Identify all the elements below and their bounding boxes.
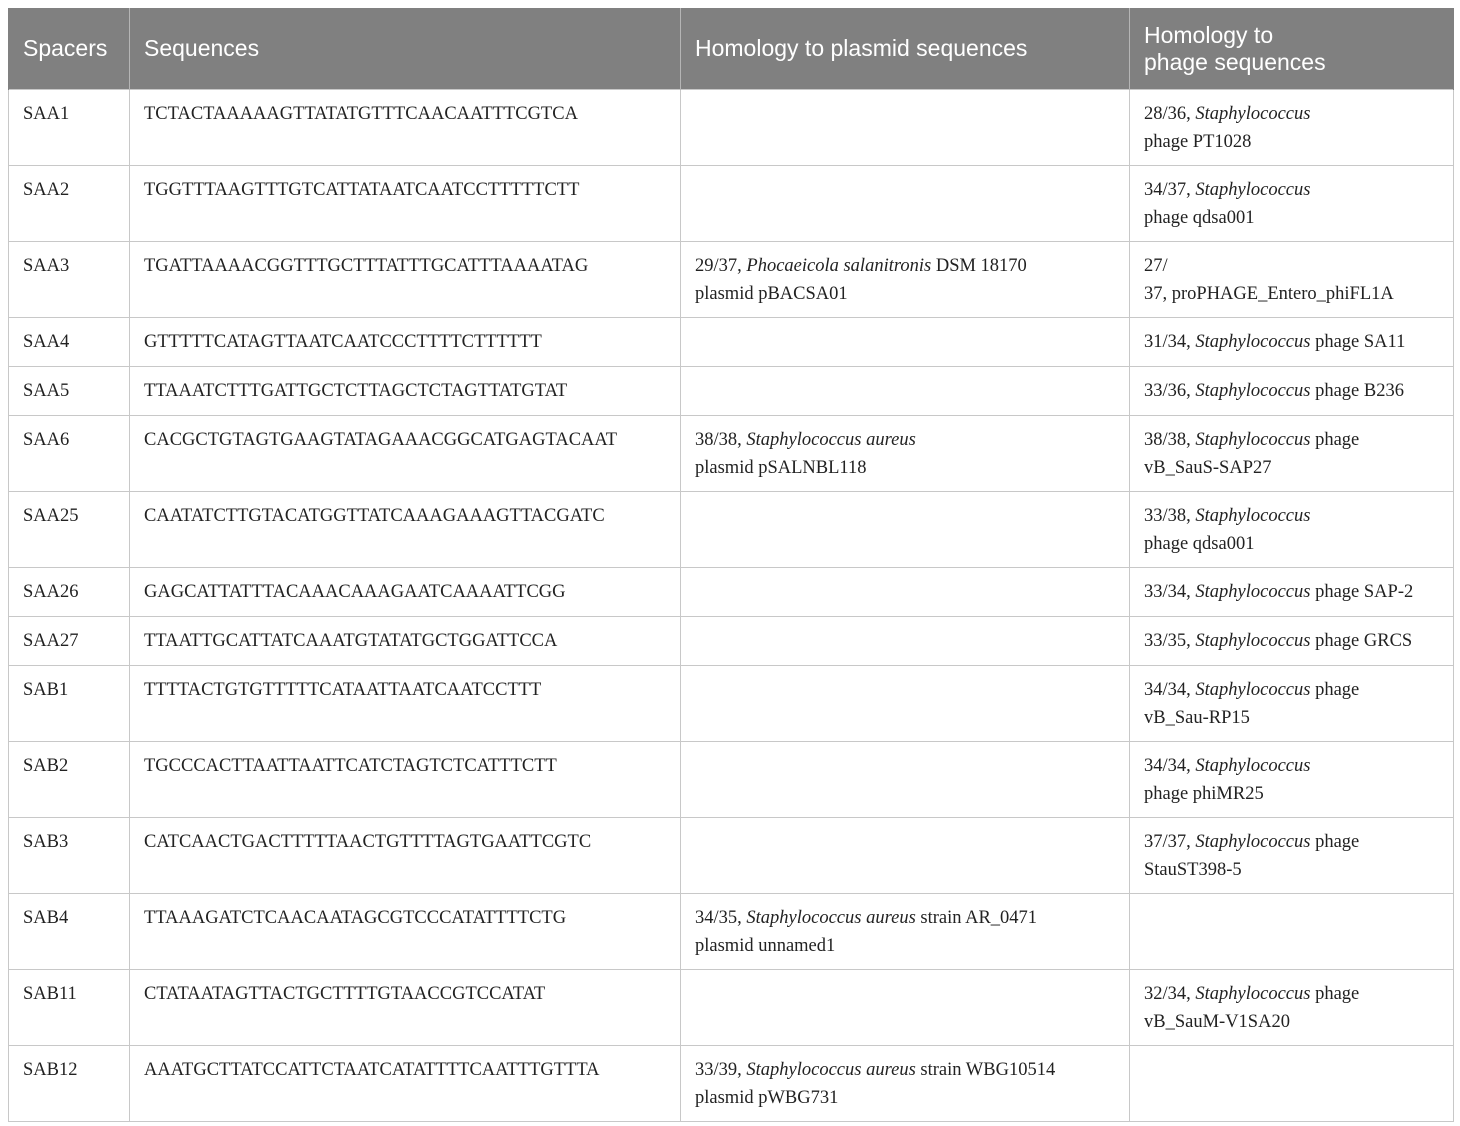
- homology-detail: strain WBG10514: [915, 1060, 1056, 1080]
- sequence-cell: TCTACTAAAAAGTTATATGTTTCAACAATTTCGTCA: [130, 90, 681, 166]
- phage-homology-cell: [1130, 617, 1454, 666]
- organism-name: Staphylococcus: [1195, 180, 1311, 200]
- homology-line1: [1144, 676, 1439, 704]
- homology-line2: vB_Sau-RP15: [1144, 708, 1250, 728]
- homology-line2: plasmid pBACSA01: [695, 284, 848, 304]
- phage-homology-cell: [1130, 367, 1454, 416]
- sequence-cell: TGGTTTAAGTTTGTCATTATAATCAATCCTTTTTCTT: [130, 166, 681, 242]
- spacer-cell: SAB1: [9, 666, 130, 742]
- phage-homology-cell: [1130, 242, 1454, 318]
- match-ratio: 33/39,: [695, 1060, 747, 1080]
- homology-detail: phage: [1310, 680, 1360, 700]
- spacer-cell: SAA25: [9, 492, 130, 568]
- organism-name: Phocaeicola salanitronis: [746, 256, 932, 276]
- table-row: [9, 742, 1454, 818]
- sequence-cell: GAGCATTATTTACAAACAAAGAATCAAAATTCGG: [130, 568, 681, 617]
- match-ratio: 37/37,: [1144, 832, 1196, 852]
- spacer-cell: SAA6: [9, 416, 130, 492]
- homology-detail: phage B236: [1310, 381, 1404, 401]
- phage-homology-cell: [1130, 166, 1454, 242]
- table-row: [9, 970, 1454, 1046]
- table-row: [9, 318, 1454, 367]
- homology-line2: phage qdsa001: [1144, 534, 1255, 554]
- homology-line2: plasmid unnamed1: [695, 936, 836, 956]
- phage-homology-cell: [1130, 492, 1454, 568]
- sequence-cell: CTATAATAGTTACTGCTTTTGTAACCGTCCATAT: [130, 970, 681, 1046]
- spacer-cell: SAA5: [9, 367, 130, 416]
- homology-line1: [1144, 252, 1439, 280]
- organism-name: Staphylococcus: [1195, 984, 1311, 1004]
- match-ratio: 33/36,: [1144, 381, 1196, 401]
- table-row: [9, 242, 1454, 318]
- header-plasmid-homology: Homology to plasmid sequences: [681, 8, 1130, 90]
- spacer-cell: SAA27: [9, 617, 130, 666]
- phage-homology-cell: [1130, 90, 1454, 166]
- match-ratio: 33/34,: [1144, 582, 1196, 602]
- homology-line2: 37, proPHAGE_Entero_phiFL1A: [1144, 284, 1394, 304]
- spacer-cell: SAA1: [9, 90, 130, 166]
- table-body: [9, 90, 1454, 1122]
- homology-line1: [1144, 980, 1439, 1008]
- match-ratio: 27/: [1144, 256, 1168, 276]
- homology-detail: phage GRCS: [1310, 631, 1413, 651]
- table-row: [9, 666, 1454, 742]
- homology-line2: StauST398-5: [1144, 860, 1242, 880]
- organism-name: Staphylococcus: [1195, 756, 1311, 776]
- phage-homology-cell: [1130, 970, 1454, 1046]
- table-row: [9, 818, 1454, 894]
- plasmid-homology-cell: [681, 416, 1130, 492]
- match-ratio: 32/34,: [1144, 984, 1196, 1004]
- homology-line2: plasmid pSALNBL118: [695, 458, 867, 478]
- phage-homology-cell: [1130, 894, 1454, 970]
- plasmid-homology-cell: [681, 1046, 1130, 1122]
- phage-homology-cell: [1130, 818, 1454, 894]
- match-ratio: 28/36,: [1144, 104, 1196, 124]
- plasmid-homology-cell: [681, 742, 1130, 818]
- plasmid-homology-cell: [681, 666, 1130, 742]
- phage-homology-cell: [1130, 416, 1454, 492]
- plasmid-homology-cell: [681, 367, 1130, 416]
- plasmid-homology-cell: [681, 242, 1130, 318]
- header-phage-line2: phage sequences: [1144, 48, 1326, 75]
- match-ratio: 34/34,: [1144, 680, 1196, 700]
- phage-homology-cell: [1130, 742, 1454, 818]
- organism-name: Staphylococcus: [1195, 680, 1311, 700]
- phage-homology-cell: [1130, 318, 1454, 367]
- homology-line2: phage phiMR25: [1144, 784, 1264, 804]
- match-ratio: 33/38,: [1144, 506, 1196, 526]
- spacer-cell: SAB12: [9, 1046, 130, 1122]
- spacer-homology-table: [8, 8, 1454, 1122]
- sequence-cell: GTTTTTCATAGTTAATCAATCCCTTTTCTTTTTT: [130, 318, 681, 367]
- sequence-cell: TGATTAAAACGGTTTGCTTTATTTGCATTTAAAATAG: [130, 242, 681, 318]
- match-ratio: 38/38,: [695, 430, 747, 450]
- organism-name: Staphylococcus: [1195, 332, 1311, 352]
- homology-line1: [1144, 100, 1439, 128]
- homology-line2: vB_SauM-V1SA20: [1144, 1012, 1290, 1032]
- sequence-cell: CAATATCTTGTACATGGTTATCAAAGAAAGTTACGATC: [130, 492, 681, 568]
- plasmid-homology-cell: [681, 617, 1130, 666]
- match-ratio: 38/38,: [1144, 430, 1196, 450]
- homology-line1: [1144, 176, 1439, 204]
- homology-line1: [1144, 828, 1439, 856]
- table-container: [8, 8, 1453, 1122]
- homology-detail: phage: [1310, 832, 1360, 852]
- spacer-cell: SAB3: [9, 818, 130, 894]
- homology-line1: [1144, 578, 1439, 606]
- organism-name: Staphylococcus: [1195, 381, 1311, 401]
- homology-line1: [695, 252, 1115, 280]
- spacer-cell: SAA4: [9, 318, 130, 367]
- organism-name: Staphylococcus aureus: [746, 1060, 916, 1080]
- homology-detail: phage: [1310, 430, 1360, 450]
- plasmid-homology-cell: [681, 166, 1130, 242]
- organism-name: Staphylococcus: [1195, 506, 1311, 526]
- spacer-cell: SAB4: [9, 894, 130, 970]
- homology-line2: plasmid pWBG731: [695, 1088, 839, 1108]
- sequence-cell: TGCCCACTTAATTAATTCATCTAGTCTCATTTCTT: [130, 742, 681, 818]
- organism-name: Staphylococcus aureus: [746, 430, 916, 450]
- header-spacers: Spacers: [9, 8, 130, 90]
- table-row: [9, 367, 1454, 416]
- phage-homology-cell: [1130, 1046, 1454, 1122]
- match-ratio: 34/34,: [1144, 756, 1196, 776]
- table-row: [9, 568, 1454, 617]
- homology-line2: vB_SauS-SAP27: [1144, 458, 1272, 478]
- table-row: [9, 894, 1454, 970]
- spacer-cell: SAA3: [9, 242, 130, 318]
- plasmid-homology-cell: [681, 970, 1130, 1046]
- table-row: [9, 1046, 1454, 1122]
- table-row: [9, 416, 1454, 492]
- header-phage-line1: Homology to: [1144, 21, 1274, 48]
- table-row: [9, 90, 1454, 166]
- match-ratio: 34/37,: [1144, 180, 1196, 200]
- homology-detail: DSM 18170: [931, 256, 1027, 276]
- sequence-cell: TTTTACTGTGTTTTTCATAATTAATCAATCCTTT: [130, 666, 681, 742]
- organism-name: Staphylococcus: [1195, 832, 1311, 852]
- spacer-cell: SAB2: [9, 742, 130, 818]
- organism-name: Staphylococcus: [1195, 582, 1311, 602]
- plasmid-homology-cell: [681, 90, 1130, 166]
- spacer-cell: SAA26: [9, 568, 130, 617]
- header-phage-homology: [1130, 8, 1454, 90]
- plasmid-homology-cell: [681, 492, 1130, 568]
- sequence-cell: CACGCTGTAGTGAAGTATAGAAACGGCATGAGTACAAT: [130, 416, 681, 492]
- homology-detail: phage SA11: [1310, 332, 1406, 352]
- header-sequences: Sequences: [130, 8, 681, 90]
- homology-detail: phage SAP-2: [1310, 582, 1414, 602]
- homology-detail: strain AR_0471: [915, 908, 1038, 928]
- plasmid-homology-cell: [681, 318, 1130, 367]
- header-row: [9, 8, 1454, 90]
- homology-line1: [1144, 627, 1439, 655]
- table-row: [9, 166, 1454, 242]
- homology-line1: [1144, 502, 1439, 530]
- homology-line1: [1144, 328, 1439, 356]
- phage-homology-cell: [1130, 666, 1454, 742]
- match-ratio: 29/37,: [695, 256, 747, 276]
- spacer-cell: SAB11: [9, 970, 130, 1046]
- match-ratio: 34/35,: [695, 908, 747, 928]
- homology-line1: [695, 426, 1115, 454]
- sequence-cell: CATCAACTGACTTTTTAACTGTTTTAGTGAATTCGTC: [130, 818, 681, 894]
- organism-name: Staphylococcus: [1195, 430, 1311, 450]
- match-ratio: 33/35,: [1144, 631, 1196, 651]
- sequence-cell: TTAAAGATCTCAACAATAGCGTCCCATATTTTCTG: [130, 894, 681, 970]
- plasmid-homology-cell: [681, 818, 1130, 894]
- phage-homology-cell: [1130, 568, 1454, 617]
- table-row: [9, 492, 1454, 568]
- sequence-cell: AAATGCTTATCCATTCTAATCATATTTTCAATTTGTTTA: [130, 1046, 681, 1122]
- homology-line1: [695, 904, 1115, 932]
- plasmid-homology-cell: [681, 568, 1130, 617]
- homology-line1: [695, 1056, 1115, 1084]
- sequence-cell: TTAATTGCATTATCAAATGTATATGCTGGATTCCA: [130, 617, 681, 666]
- homology-line2: phage qdsa001: [1144, 208, 1255, 228]
- homology-detail: phage: [1310, 984, 1360, 1004]
- table-row: [9, 617, 1454, 666]
- organism-name: Staphylococcus: [1195, 104, 1311, 124]
- sequence-cell: TTAAATCTTTGATTGCTCTTAGCTCTAGTTATGTAT: [130, 367, 681, 416]
- homology-line1: [1144, 752, 1439, 780]
- spacer-cell: SAA2: [9, 166, 130, 242]
- homology-line1: [1144, 426, 1439, 454]
- plasmid-homology-cell: [681, 894, 1130, 970]
- organism-name: Staphylococcus: [1195, 631, 1311, 651]
- homology-line2: phage PT1028: [1144, 132, 1252, 152]
- match-ratio: 31/34,: [1144, 332, 1196, 352]
- organism-name: Staphylococcus aureus: [746, 908, 916, 928]
- homology-line1: [1144, 377, 1439, 405]
